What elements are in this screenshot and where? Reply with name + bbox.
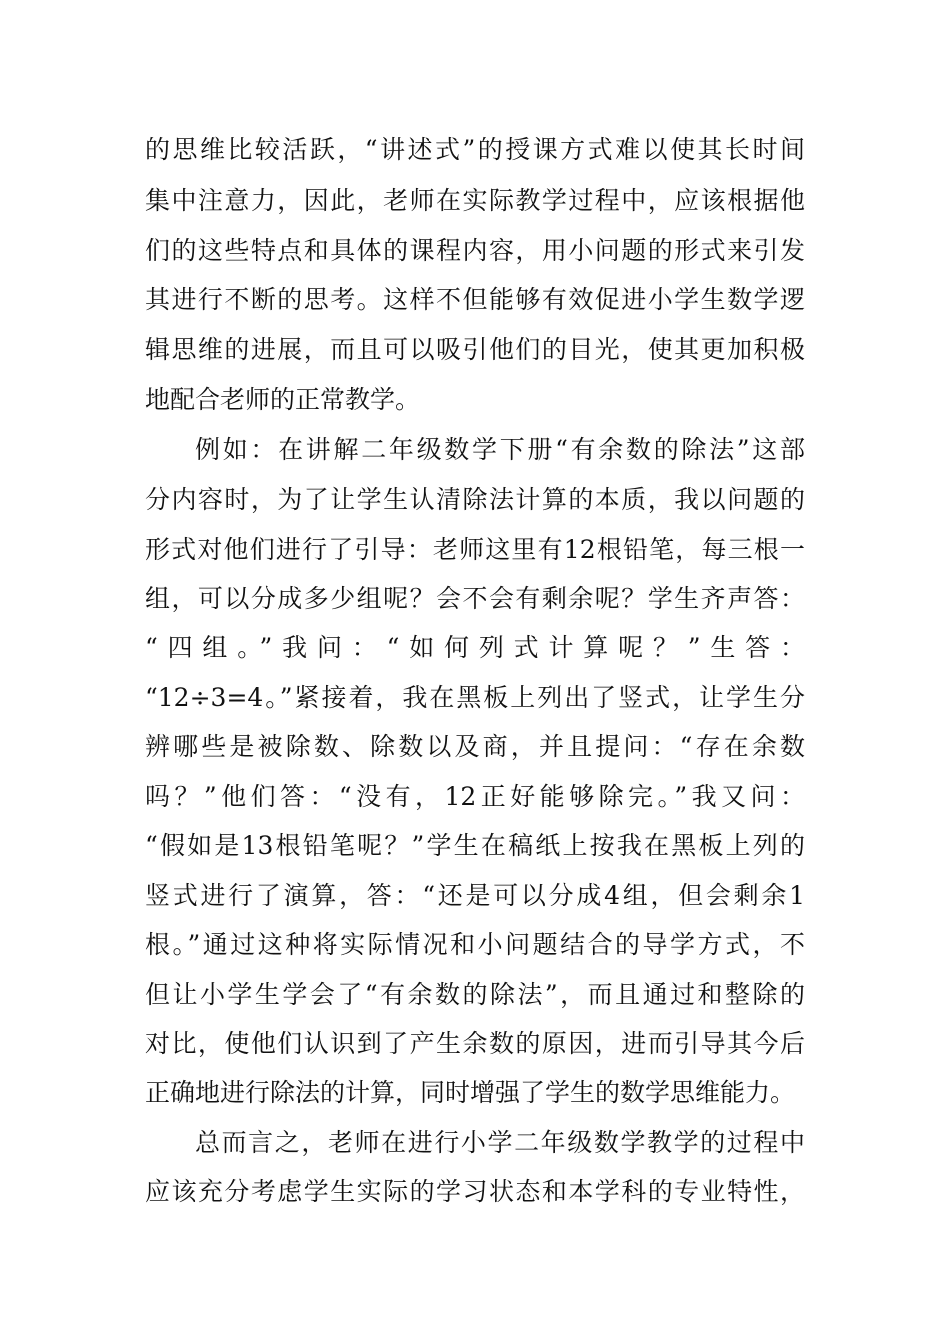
text-line: 但让小学生学会了“有余数的除法”，而且通过和整除的 — [145, 980, 805, 1009]
text-line: “12÷3=4。”紧接着，我在黑板上列出了竖式，让学生分 — [145, 683, 805, 712]
text-line: 例如：在讲解二年级数学下册“有余数的除法”这部 — [195, 435, 805, 464]
text-line: 竖式进行了演算，答：“还是可以分成4组，但会剩余1 — [145, 881, 805, 910]
text-line: “四组。”我问：“如何列式计算呢？”生答： — [145, 633, 805, 662]
text-line: 组，可以分成多少组呢？会不会有剩余呢？学生齐声答： — [145, 584, 805, 613]
text-line: 应该充分考虑学生实际的学习状态和本学科的专业特性， — [145, 1177, 805, 1206]
text-line: 分内容时，为了让学生认清除法计算的本质，我以问题的 — [145, 485, 805, 514]
text-line: 集中注意力，因此，老师在实际教学过程中，应该根据他 — [145, 186, 805, 215]
text-line: 根。”通过这种将实际情况和小问题结合的导学方式，不 — [145, 930, 805, 959]
text-line: 形式对他们进行了引导：老师这里有12根铅笔，每三根一 — [145, 535, 805, 564]
text-line: 辑思维的进展，而且可以吸引他们的目光，使其更加积极 — [145, 335, 805, 364]
text-line: 正确地进行除法的计算，同时增强了学生的数学思维能力。 — [145, 1078, 796, 1107]
text-line: 的思维比较活跃，“讲述式”的授课方式难以使其长时间 — [145, 135, 805, 164]
text-line: 其进行不断的思考。这样不但能够有效促进小学生数学逻 — [145, 285, 805, 314]
text-line: 吗？”他们答：“没有，12正好能够除完。”我又问： — [145, 782, 805, 811]
text-line: 们的这些特点和具体的课程内容，用小问题的形式来引发 — [145, 236, 805, 265]
text-line: 对比，使他们认识到了产生余数的原因，进而引导其今后 — [145, 1029, 805, 1058]
text-line: 地配合老师的正常教学。 — [145, 385, 421, 414]
text-line: 辨哪些是被除数、除数以及商，并且提问：“存在余数 — [145, 732, 805, 761]
text-line: 总而言之，老师在进行小学二年级数学教学的过程中 — [195, 1128, 805, 1157]
text-line: “假如是13根铅笔呢？”学生在稿纸上按我在黑板上列的 — [145, 831, 805, 860]
